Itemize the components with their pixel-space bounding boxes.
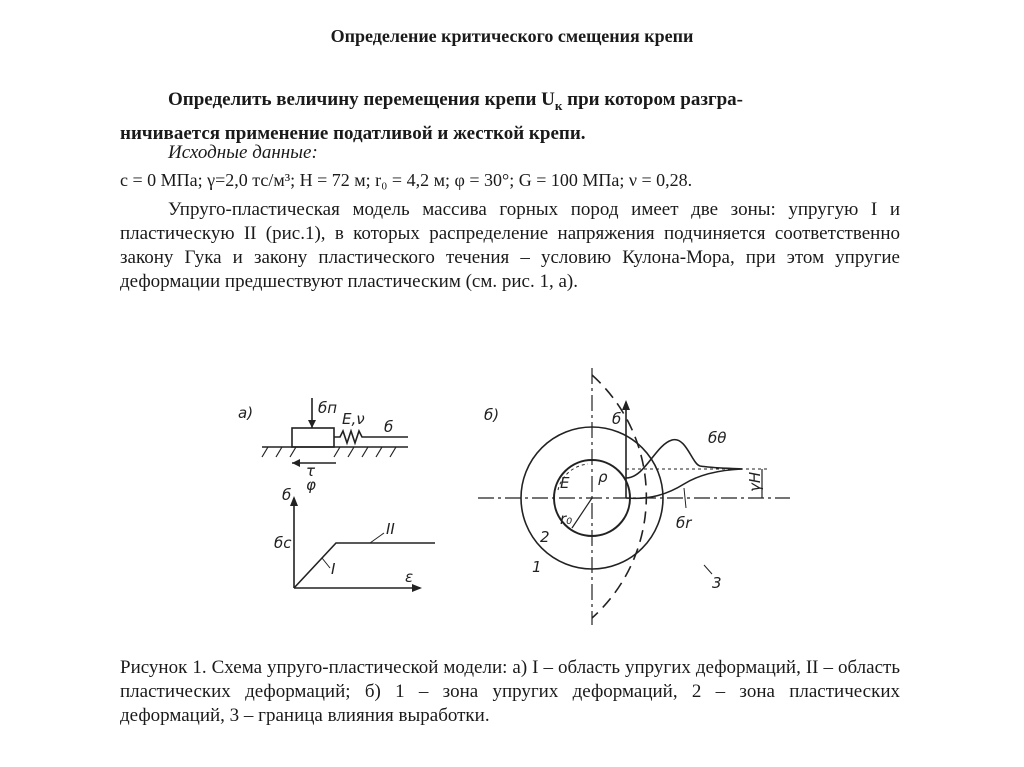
sigma-label-a: б: [384, 418, 394, 436]
page-title: Определение критического смещения крепи: [330, 26, 694, 46]
sigma-r-leader: [684, 488, 686, 508]
given-label: Исходные данные:: [168, 142, 318, 163]
e-label-b: E: [560, 474, 570, 492]
figure-caption: Рисунок 1. Схема упруго-пластической модели: а) I – область упругих деформаций, II – область пластических деформаций; б) 1 – зона упругих деформаций, 2 – зона пластических деформаций, 3 – граница влияния выработки.: [120, 657, 900, 726]
sigma-c-label: бс: [274, 534, 292, 552]
sigma-n-label: бп: [318, 399, 338, 417]
phi-label: φ: [306, 476, 316, 494]
radius-line: [572, 498, 592, 528]
axis-y-label: б: [282, 486, 292, 504]
sigma-r-label: бr: [676, 514, 692, 532]
spring: [334, 431, 372, 443]
task-line1-sub: к: [554, 97, 563, 113]
zone1-leader: [322, 558, 330, 568]
sigma-r-curve: [626, 469, 742, 498]
zone1-label-a: I: [331, 560, 336, 578]
zone3-label-b: 3: [712, 574, 722, 592]
normal-load-arrowhead: [308, 420, 316, 428]
rho-label: ρ: [598, 468, 608, 486]
zone1-label-b: 1: [532, 558, 542, 576]
e-nu-label: E,ν: [342, 410, 365, 428]
zone2-label-b: 2: [540, 528, 550, 546]
sliding-block: [292, 428, 334, 447]
model-paragraph: Упруго-пластическая модель массива горных пород имеет две зоны: упругую I и пластическую II (рис.1), в которых распределение напряжения подчиняется соответственно закону Гука и закону пластического течения – условию Кулона-Мора, при этом упругие деформации предшествуют пластическим (см. рис. 1, а).: [120, 199, 900, 292]
strain-axis-arrow: [412, 584, 422, 592]
zone2-leader: [370, 533, 384, 543]
elastic-plastic-curve: [294, 543, 435, 588]
panel-a-label: а): [238, 404, 254, 422]
task-line2: ничивается применение податливой и жесткой крепи.: [120, 122, 586, 144]
tau-label: τ: [306, 462, 316, 480]
given-values: c = 0 МПа; γ=2,0 тс/м³; H = 72 м; r₀ = 4,2 м; φ = 30°; G = 100 МПа; ν = 0,28.: [120, 170, 693, 190]
sigma-theta-label: бθ: [708, 429, 727, 447]
sigma-label-b: б: [612, 410, 622, 428]
friction-arrowhead: [292, 459, 300, 467]
r0-label: r₀: [560, 510, 573, 528]
gamma-h-label: γH: [746, 471, 764, 492]
zone2-label-a: II: [386, 520, 395, 538]
task-line1: Определить величину перемещения крепи U: [168, 89, 555, 110]
task-line1-end: при котором разгра-: [562, 89, 744, 110]
axis-x-label: ε: [405, 568, 414, 586]
zone3-leader: [704, 565, 712, 574]
ground-hatching: [262, 447, 396, 457]
panel-b-label: б): [484, 406, 500, 424]
stress-axis-b-arrow: [622, 400, 630, 410]
